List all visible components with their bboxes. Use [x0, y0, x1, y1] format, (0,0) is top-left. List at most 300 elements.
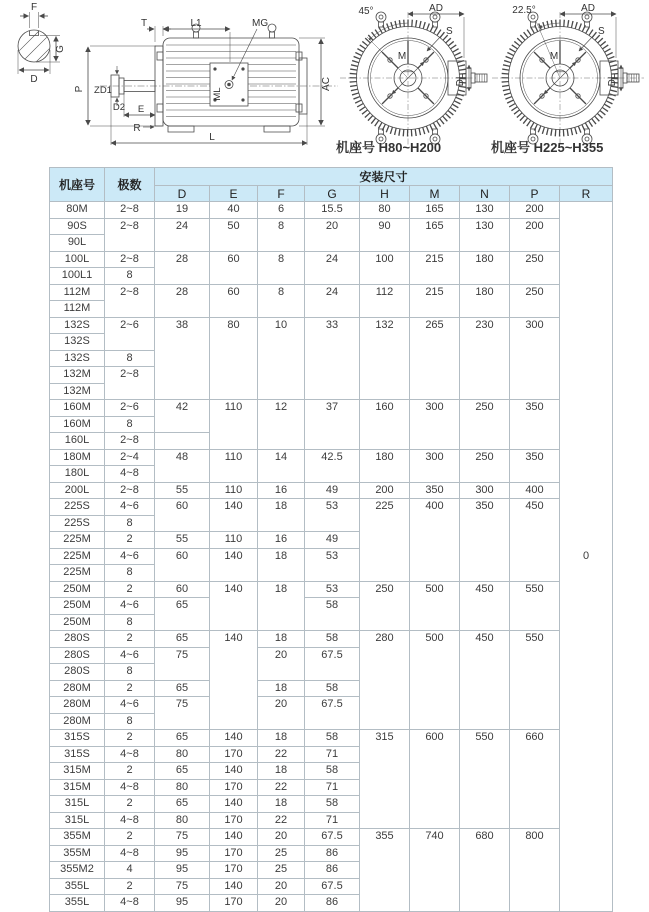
table-cell: 50: [210, 218, 258, 251]
table-cell: 225M: [50, 565, 105, 582]
table-cell: 2~4: [105, 449, 155, 466]
table-cell: 315L: [50, 812, 105, 829]
label-ML: ML: [212, 87, 223, 101]
table-cell: 16: [258, 482, 305, 499]
table-row: [50, 251, 613, 268]
col-header-G: G: [305, 186, 360, 202]
col-header-E: E: [210, 186, 258, 202]
table-cell: 20: [258, 829, 305, 846]
col-header-group-mounting: 安装尺寸: [155, 168, 613, 186]
table-cell: 2~8: [105, 482, 155, 499]
table-cell: 800: [510, 829, 560, 912]
table-cell: 165: [410, 202, 460, 219]
table-cell: 355M2: [50, 862, 105, 879]
table-cell: 12: [258, 400, 305, 450]
label-DL2: DL: [607, 73, 618, 87]
table-cell: 80M: [50, 202, 105, 219]
label-D: D: [30, 74, 38, 85]
table-cell: 33: [305, 317, 360, 400]
table-cell: 18: [258, 763, 305, 780]
table-cell: 95: [155, 862, 210, 879]
col-header-R: R: [560, 186, 613, 202]
table-cell: 280S: [50, 664, 105, 681]
table-cell: 350: [510, 400, 560, 450]
table-cell: 18: [258, 548, 305, 581]
table-cell: 2~6: [105, 317, 155, 350]
table-cell: 48: [155, 449, 210, 482]
table-cell: 42.5: [305, 449, 360, 482]
table-row: [50, 284, 613, 301]
label-L: L: [209, 132, 215, 143]
table-cell: 60: [155, 581, 210, 598]
table-cell: 4~8: [105, 895, 155, 912]
table-cell: 67.5: [305, 647, 360, 680]
table-cell: 4~8: [105, 779, 155, 796]
table-cell: 280S: [50, 631, 105, 648]
table-cell: 8: [258, 251, 305, 284]
table-cell: 180: [360, 449, 410, 482]
table-cell: 80: [155, 812, 210, 829]
table-cell: 24: [305, 251, 360, 284]
table-cell: 53: [305, 581, 360, 598]
table-body: [50, 202, 613, 912]
label-T: T: [140, 18, 148, 29]
table-cell: 355L: [50, 878, 105, 895]
table-cell: 28: [155, 251, 210, 284]
table-cell: 38: [155, 317, 210, 400]
table-cell: 140: [210, 829, 258, 846]
label-S2: S: [598, 26, 605, 37]
table-cell: 49: [305, 532, 360, 549]
table-cell: 130: [460, 218, 510, 251]
table-cell: 250M: [50, 614, 105, 631]
table-cell: 300: [460, 482, 510, 499]
col-header-M: M: [410, 186, 460, 202]
label-angle-225: 22.5°: [512, 5, 536, 16]
table-cell: 4~6: [105, 647, 155, 664]
table-cell: 86: [305, 895, 360, 912]
table-cell: 18: [258, 631, 305, 648]
table-cell: 2: [105, 631, 155, 648]
table-cell: 4~6: [105, 598, 155, 615]
table-cell: 67.5: [305, 878, 360, 895]
table-cell: 18: [258, 581, 305, 631]
table-header: [50, 168, 613, 202]
table-row: [50, 499, 613, 516]
col-header-N: N: [460, 186, 510, 202]
table-cell: 8: [105, 565, 155, 582]
table-cell: 112M: [50, 301, 105, 318]
table-cell: 80: [155, 779, 210, 796]
table-cell: 300: [410, 400, 460, 450]
table-cell: 280: [360, 631, 410, 730]
table-cell: 100: [360, 251, 410, 284]
table-cell: 75: [155, 647, 210, 680]
label-S: S: [446, 26, 453, 37]
table-cell: 2~8: [105, 218, 155, 251]
table-cell: 4~6: [105, 499, 155, 516]
table-cell: 200L: [50, 482, 105, 499]
table-cell: 400: [410, 499, 460, 582]
table-cell: 18: [258, 730, 305, 747]
table-cell: 180M: [50, 449, 105, 466]
table-cell: 71: [305, 812, 360, 829]
table-cell: 112M: [50, 284, 105, 301]
table-cell: 250M: [50, 598, 105, 615]
table-row: [50, 482, 613, 499]
table-cell: 140: [210, 499, 258, 532]
table-cell: 140: [210, 548, 258, 581]
table-cell: 20: [305, 218, 360, 251]
table-cell: 67.5: [305, 829, 360, 846]
table-cell: 450: [510, 499, 560, 582]
table-cell: 0: [560, 202, 613, 912]
table-row: [50, 730, 613, 747]
table-cell: 170: [210, 779, 258, 796]
col-header-frame: 机座号: [50, 168, 105, 202]
table-cell: 60: [210, 284, 258, 317]
table-cell: 2: [105, 878, 155, 895]
table-cell: 58: [305, 598, 360, 631]
table-row: [50, 449, 613, 466]
table-cell: 65: [155, 730, 210, 747]
label-P: P: [74, 85, 85, 93]
table-cell: 315L: [50, 796, 105, 813]
table-cell: 2~8: [105, 433, 155, 450]
table-cell: 315M: [50, 779, 105, 796]
label-AD: AD: [429, 3, 443, 14]
table-cell: 165: [410, 218, 460, 251]
label-F: F: [30, 2, 38, 13]
table-cell: 86: [305, 845, 360, 862]
table-cell: 180: [460, 251, 510, 284]
table-cell: 550: [510, 631, 560, 730]
table-cell: 550: [460, 730, 510, 829]
table-cell: 160: [360, 400, 410, 450]
table-cell: 170: [210, 746, 258, 763]
table-cell: 400: [510, 482, 560, 499]
table-cell: 20: [258, 647, 305, 680]
table-cell: 75: [155, 697, 210, 730]
table-cell: 225S: [50, 515, 105, 532]
table-cell: 10: [258, 317, 305, 400]
table-cell: 2: [105, 796, 155, 813]
table-cell: 4: [105, 862, 155, 879]
table-cell: 24: [305, 284, 360, 317]
table-cell: 58: [305, 680, 360, 697]
table-cell: 140: [210, 763, 258, 780]
table-cell: 300: [510, 317, 560, 400]
table-cell: 22: [258, 812, 305, 829]
table-cell: 14: [258, 449, 305, 482]
technical-drawings: [0, 0, 649, 166]
table-cell: 250: [360, 581, 410, 631]
table-cell: 450: [460, 581, 510, 631]
table-cell: 110: [210, 449, 258, 482]
label-DL: DL: [455, 73, 466, 87]
table-cell: 100L1: [50, 268, 105, 285]
table-cell: 53: [305, 499, 360, 532]
table-cell: 2: [105, 581, 155, 598]
table-row: [50, 631, 613, 648]
table-cell: 140: [210, 878, 258, 895]
table-cell: 58: [305, 763, 360, 780]
table-cell: 22: [258, 779, 305, 796]
table-cell: 170: [210, 812, 258, 829]
table-cell: 130: [460, 202, 510, 219]
table-cell: 350: [510, 449, 560, 482]
table-cell: 355M: [50, 845, 105, 862]
table-cell: 315M: [50, 763, 105, 780]
table-cell: 110: [210, 400, 258, 450]
table-cell: 170: [210, 895, 258, 912]
label-AD2: AD: [581, 3, 595, 14]
table-cell: 500: [410, 581, 460, 631]
table-cell: 58: [305, 631, 360, 648]
caption-frame-large: 机座号 H225~H355: [491, 140, 604, 155]
table-cell: 315: [360, 730, 410, 829]
table-cell: 65: [155, 631, 210, 648]
table-cell: 450: [460, 631, 510, 730]
front-view-large-drawing: [492, 12, 644, 146]
table-cell: 280M: [50, 697, 105, 714]
table-cell: 67.5: [305, 697, 360, 730]
table-cell: 355L: [50, 895, 105, 912]
table-cell: 132M: [50, 367, 105, 384]
table-cell: 8: [105, 713, 155, 730]
table-cell: 2~8: [105, 251, 155, 268]
table-cell: 86: [305, 862, 360, 879]
table-cell: 315S: [50, 730, 105, 747]
table-cell: 8: [105, 350, 155, 367]
table-cell: 250: [510, 251, 560, 284]
col-header-P: P: [510, 186, 560, 202]
label-L1: L1: [190, 18, 202, 29]
table-cell: 8: [105, 515, 155, 532]
table-cell: 140: [210, 796, 258, 813]
table-cell: 60: [155, 548, 210, 581]
table-cell: 4~8: [105, 845, 155, 862]
table-cell: 95: [155, 845, 210, 862]
table-cell: 15.5: [305, 202, 360, 219]
table-cell: 280S: [50, 647, 105, 664]
label-M: M: [397, 51, 407, 62]
table-cell: 132M: [50, 383, 105, 400]
table-cell: 42: [155, 400, 210, 433]
table-cell: 225M: [50, 548, 105, 565]
col-header-H: H: [360, 186, 410, 202]
side-view-drawing: [10, 12, 338, 145]
table-cell: 2: [105, 829, 155, 846]
table-cell: 280M: [50, 680, 105, 697]
label-R: R: [133, 123, 141, 134]
caption-frame-small: 机座号 H80~H200: [336, 140, 442, 155]
table-cell: 315S: [50, 746, 105, 763]
table-cell: 65: [155, 680, 210, 697]
label-ZD1: ZD1: [94, 85, 112, 96]
table-cell: 250: [460, 449, 510, 482]
mounting-dimensions-table: [49, 167, 613, 912]
table-cell: 20: [258, 697, 305, 730]
table-row: [50, 202, 613, 219]
table-cell: 8: [258, 218, 305, 251]
table-cell: 2: [105, 763, 155, 780]
table-cell: 250M: [50, 581, 105, 598]
table-cell: 6: [258, 202, 305, 219]
table-cell: 132S: [50, 334, 105, 351]
label-G: G: [55, 45, 66, 53]
table-cell: 4~6: [105, 548, 155, 565]
table-cell: 20: [258, 878, 305, 895]
table-cell: 18: [258, 499, 305, 532]
table-cell: 140: [210, 730, 258, 747]
table-cell: 60: [210, 251, 258, 284]
table-cell: 55: [155, 482, 210, 499]
table-cell: 200: [510, 202, 560, 219]
table-cell: 180L: [50, 466, 105, 483]
table-cell: 225M: [50, 532, 105, 549]
table-cell: 4~8: [105, 466, 155, 483]
label-D2: D2: [112, 102, 126, 113]
table-cell: 225S: [50, 499, 105, 516]
table-cell: 280M: [50, 713, 105, 730]
table-row: [50, 829, 613, 846]
table-cell: 350: [460, 499, 510, 582]
table-cell: 500: [410, 631, 460, 730]
table-cell: 355: [360, 829, 410, 912]
table-cell: 2~8: [105, 284, 155, 317]
table-cell: 160M: [50, 400, 105, 417]
table-cell: 160M: [50, 416, 105, 433]
table-cell: 53: [305, 548, 360, 581]
table-cell: 8: [258, 284, 305, 317]
table-cell: 71: [305, 746, 360, 763]
table-cell: 4~6: [105, 697, 155, 714]
table-cell: 250: [510, 284, 560, 317]
side-view-labels: [30, 2, 332, 143]
table-cell: 25: [258, 845, 305, 862]
table-cell: 60: [155, 499, 210, 532]
table-cell: 18: [258, 796, 305, 813]
table-cell: 8: [105, 268, 155, 285]
col-header-F: F: [258, 186, 305, 202]
table-cell: 112: [360, 284, 410, 317]
table-cell: 660: [510, 730, 560, 829]
table-cell: 550: [510, 581, 560, 631]
front-view-large-labels: [491, 3, 618, 155]
table-cell: 55: [155, 532, 210, 549]
col-header-D: D: [155, 186, 210, 202]
table-cell: 18: [258, 680, 305, 697]
table-cell: 4~8: [105, 812, 155, 829]
table-cell: 65: [155, 796, 210, 813]
table-cell: 28: [155, 284, 210, 317]
table-cell: 65: [155, 598, 210, 631]
table-cell: 80: [155, 746, 210, 763]
table-cell: 225: [360, 499, 410, 582]
label-MG: MG: [252, 18, 269, 29]
table-cell: 110: [210, 482, 258, 499]
label-M2: M: [549, 51, 559, 62]
table-cell: 2~8: [105, 367, 155, 400]
table-cell: 25: [258, 862, 305, 879]
table-cell: 110: [210, 532, 258, 549]
table-cell: 8: [105, 614, 155, 631]
table-cell: [155, 433, 210, 450]
table-cell: 100L: [50, 251, 105, 268]
table-cell: 215: [410, 251, 460, 284]
table-cell: 200: [510, 218, 560, 251]
table-cell: 8: [105, 664, 155, 681]
table-cell: 250: [460, 400, 510, 450]
table-cell: 75: [155, 829, 210, 846]
table-cell: 19: [155, 202, 210, 219]
table-cell: 2~8: [105, 202, 155, 219]
table-cell: 140: [210, 581, 258, 631]
table-cell: 180: [460, 284, 510, 317]
table-row: [50, 400, 613, 417]
table-cell: 65: [155, 763, 210, 780]
table-cell: 230: [460, 317, 510, 400]
table-cell: 58: [305, 796, 360, 813]
table-cell: 132S: [50, 317, 105, 334]
table-cell: 8: [105, 416, 155, 433]
table-row: [50, 317, 613, 334]
label-AC: AC: [321, 77, 332, 91]
table-cell: 200: [360, 482, 410, 499]
table-cell: 600: [410, 730, 460, 829]
table-cell: 740: [410, 829, 460, 912]
table-cell: 680: [460, 829, 510, 912]
table-cell: 215: [410, 284, 460, 317]
table-cell: 140: [210, 631, 258, 730]
table-cell: 170: [210, 862, 258, 879]
table-cell: 40: [210, 202, 258, 219]
table-row: [50, 581, 613, 598]
table-cell: 2: [105, 730, 155, 747]
table-cell: 22: [258, 746, 305, 763]
label-E: E: [137, 104, 145, 115]
table-cell: 265: [410, 317, 460, 400]
table-header-top-row: [50, 168, 613, 186]
table-cell: 37: [305, 400, 360, 450]
table-cell: 16: [258, 532, 305, 549]
table-cell: 49: [305, 482, 360, 499]
table-cell: 2: [105, 532, 155, 549]
table-cell: 300: [410, 449, 460, 482]
table-cell: 24: [155, 218, 210, 251]
table-cell: 2~6: [105, 400, 155, 417]
table-cell: 2: [105, 680, 155, 697]
table-cell: 80: [210, 317, 258, 400]
table-cell: 20: [258, 895, 305, 912]
table-cell: 95: [155, 895, 210, 912]
table-cell: 80: [360, 202, 410, 219]
table-cell: 90L: [50, 235, 105, 252]
table-cell: 355M: [50, 829, 105, 846]
table-cell: 132: [360, 317, 410, 400]
table-cell: 132S: [50, 350, 105, 367]
table-cell: 58: [305, 730, 360, 747]
table-cell: 71: [305, 779, 360, 796]
table-cell: 75: [155, 878, 210, 895]
table-cell: 160L: [50, 433, 105, 450]
table-cell: 350: [410, 482, 460, 499]
table-cell: 90: [360, 218, 410, 251]
table-cell: 90S: [50, 218, 105, 235]
table-cell: 4~8: [105, 746, 155, 763]
table-row: [50, 218, 613, 235]
